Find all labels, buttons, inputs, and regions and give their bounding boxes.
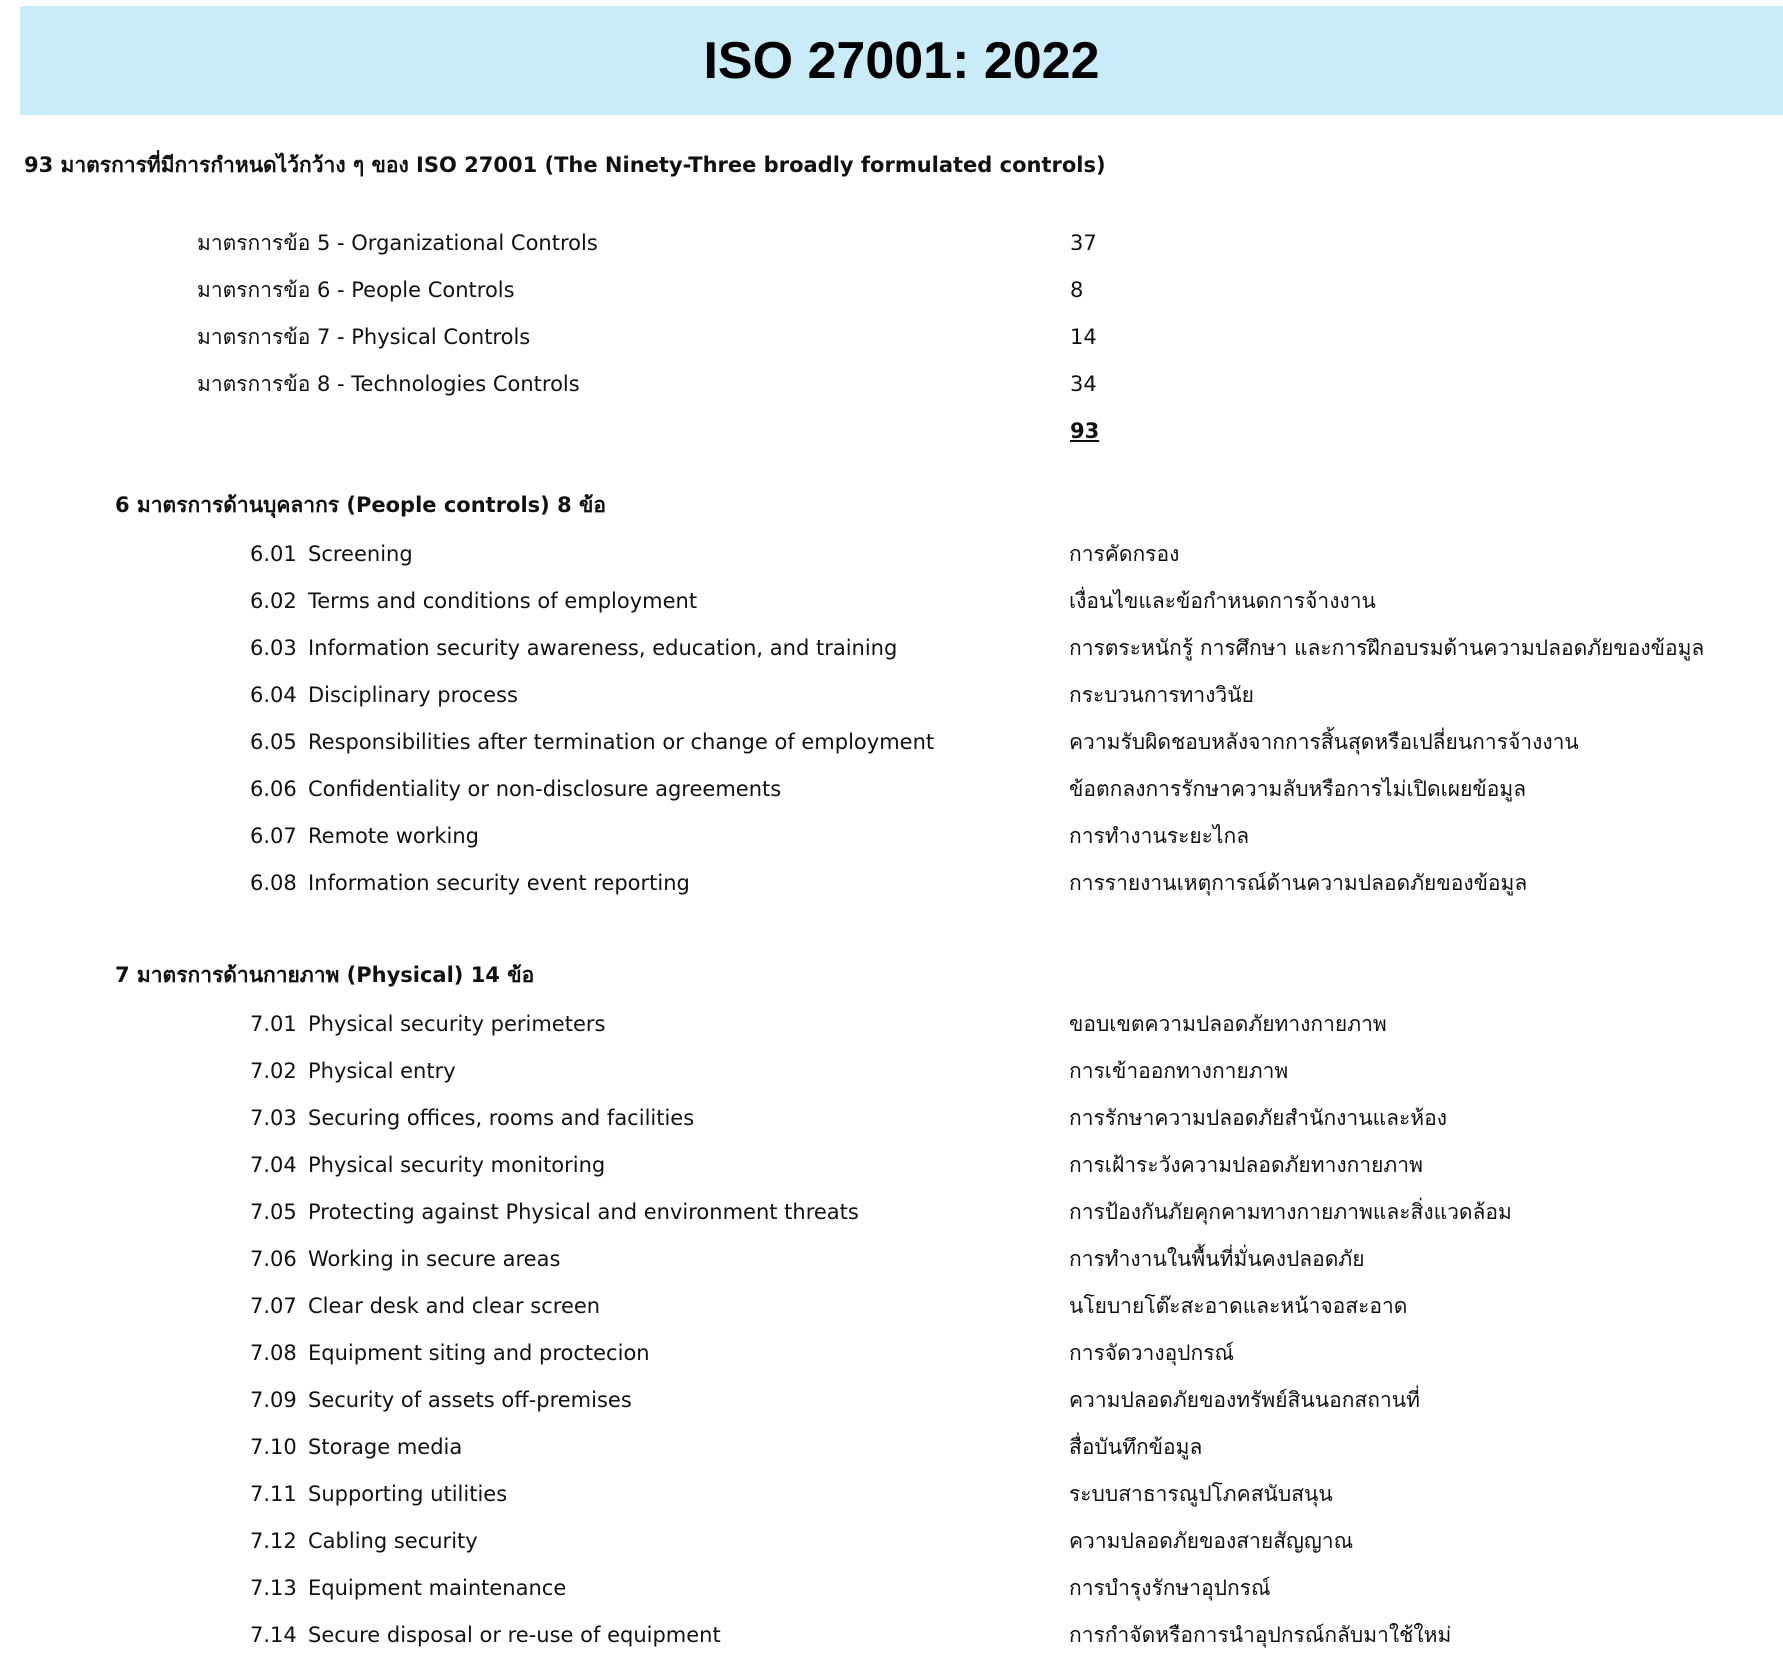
control-name-th: เงื่อนไขและข้อกำหนดการจ้างงาน	[1069, 589, 1376, 613]
control-name-th: การรายงานเหตุการณ์ด้านความปลอดภัยของข้อมูล	[1069, 871, 1528, 895]
control-number: 6.07	[250, 824, 297, 848]
control-row	[0, 1574, 1783, 1621]
control-number: 7.04	[250, 1153, 297, 1177]
control-name-en: Screening	[308, 542, 413, 566]
summary-label: มาตรการข้อ 5 - Organizational Controls	[197, 231, 598, 255]
control-number: 6.03	[250, 636, 297, 660]
control-name-en: Secure disposal or re-use of equipment	[308, 1623, 721, 1647]
summary-label: มาตรการข้อ 6 - People Controls	[197, 278, 515, 302]
control-name-th: ข้อตกลงการรักษาความลับหรือการไม่เปิดเผยข้อมูล	[1069, 777, 1527, 801]
control-number: 7.13	[250, 1576, 297, 1600]
control-row	[0, 587, 1783, 634]
control-name-th: ขอบเขตความปลอดภัยทางกายภาพ	[1069, 1012, 1387, 1036]
control-name-en: Storage media	[308, 1435, 463, 1459]
control-name-th: การรักษาความปลอดภัยสำนักงานและห้อง	[1069, 1106, 1447, 1130]
control-name-en: Working in secure areas	[308, 1247, 561, 1271]
control-name-th: การจัดวางอุปกรณ์	[1069, 1341, 1234, 1365]
summary-row	[0, 276, 1783, 323]
control-number: 7.02	[250, 1059, 297, 1083]
control-number: 7.10	[250, 1435, 297, 1459]
control-row	[0, 634, 1783, 681]
control-number: 7.08	[250, 1341, 297, 1365]
control-row	[0, 1292, 1783, 1339]
control-row	[0, 1104, 1783, 1151]
control-row	[0, 728, 1783, 775]
control-row	[0, 540, 1783, 587]
control-name-th: การเฝ้าระวังความปลอดภัยทางกายภาพ	[1069, 1153, 1423, 1177]
control-name-th: กระบวนการทางวินัย	[1069, 683, 1254, 707]
subtitle: 93 มาตรการที่มีการกำหนดไว้กว้าง ๆ ของ ISO 27001 (The Ninety-Three broadly formulated controls)	[24, 153, 1106, 177]
page-title: ISO 27001: 2022	[703, 31, 1100, 90]
control-name-en: Equipment siting and proctecion	[308, 1341, 650, 1365]
summary-total-row	[0, 417, 1783, 464]
summary-count: 37	[1070, 231, 1097, 255]
control-row	[0, 1010, 1783, 1057]
control-number: 7.09	[250, 1388, 297, 1412]
control-row	[0, 1151, 1783, 1198]
summary-row	[0, 370, 1783, 417]
control-name-en: Supporting utilities	[308, 1482, 508, 1506]
control-number: 6.04	[250, 683, 297, 707]
control-row	[0, 1433, 1783, 1480]
control-name-en: Information security awareness, education, and training	[308, 636, 898, 660]
control-number: 7.11	[250, 1482, 297, 1506]
summary-count: 34	[1070, 372, 1097, 396]
control-name-en: Information security event reporting	[308, 871, 690, 895]
control-number: 6.02	[250, 589, 297, 613]
section-physical	[0, 961, 1783, 1668]
control-number: 7.01	[250, 1012, 297, 1036]
control-number: 7.06	[250, 1247, 297, 1271]
control-name-en: Confidentiality or non-disclosure agreements	[308, 777, 782, 801]
summary-label: มาตรการข้อ 8 - Technologies Controls	[197, 372, 580, 396]
summary-label: มาตรการข้อ 7 - Physical Controls	[197, 325, 531, 349]
control-name-en: Cabling security	[308, 1529, 478, 1553]
control-name-en: Physical security monitoring	[308, 1153, 606, 1177]
control-name-en: Responsibilities after termination or change of employment	[308, 730, 935, 754]
summary-count: 14	[1070, 325, 1097, 349]
control-number: 6.05	[250, 730, 297, 754]
control-name-en: Remote working	[308, 824, 479, 848]
control-row	[0, 1480, 1783, 1527]
section-heading-text: 7 มาตรการด้านกายภาพ (Physical) 14 ข้อ	[115, 963, 535, 987]
title-banner	[20, 6, 1783, 115]
control-row	[0, 1386, 1783, 1433]
control-name-en: Physical entry	[308, 1059, 456, 1083]
control-row	[0, 775, 1783, 822]
control-name-en: Security of assets off-premises	[308, 1388, 632, 1412]
control-name-en: Protecting against Physical and environment threats	[308, 1200, 859, 1224]
control-name-th: การป้องกันภัยคุกคามทางกายภาพและสิ่งแวดล้อม	[1069, 1200, 1512, 1224]
control-name-th: การคัดกรอง	[1069, 542, 1180, 566]
control-name-en: Disciplinary process	[308, 683, 518, 707]
control-name-th: การบำรุงรักษาอุปกรณ์	[1069, 1576, 1271, 1600]
control-row	[0, 1339, 1783, 1386]
control-name-th: ความรับผิดชอบหลังจากการสิ้นสุดหรือเปลี่ยนการจ้างงาน	[1069, 730, 1579, 754]
control-name-th: การทำงานในพื้นที่มั่นคงปลอดภัย	[1069, 1247, 1365, 1271]
control-name-th: การกำจัดหรือการนำอุปกรณ์กลับมาใช้ใหม่	[1069, 1623, 1452, 1647]
control-number: 7.07	[250, 1294, 297, 1318]
control-name-th: การตระหนักรู้ การศึกษา และการฝึกอบรมด้านความปลอดภัยของข้อมูล	[1069, 636, 1705, 660]
control-number: 6.01	[250, 542, 297, 566]
control-name-en: Securing offices, rooms and facilities	[308, 1106, 695, 1130]
control-name-en: Terms and conditions of employment	[308, 589, 698, 613]
control-row	[0, 1621, 1783, 1668]
control-name-en: Physical security perimeters	[308, 1012, 606, 1036]
control-name-th: การเข้าออกทางกายภาพ	[1069, 1059, 1289, 1083]
control-number: 7.12	[250, 1529, 297, 1553]
control-name-en: Equipment maintenance	[308, 1576, 567, 1600]
control-name-th: สื่อบันทึกข้อมูล	[1069, 1435, 1203, 1459]
control-row	[0, 1527, 1783, 1574]
section-heading	[0, 961, 1783, 1010]
control-name-th: ความปลอดภัยของสายสัญญาณ	[1069, 1529, 1354, 1553]
control-row	[0, 869, 1783, 916]
control-row	[0, 1057, 1783, 1104]
control-name-th: นโยบายโต๊ะสะอาดและหน้าจอสะอาด	[1069, 1294, 1408, 1318]
control-name-th: ความปลอดภัยของทรัพย์สินนอกสถานที่	[1069, 1388, 1420, 1412]
control-row	[0, 681, 1783, 728]
summary-count: 8	[1070, 278, 1084, 302]
control-name-th: ระบบสาธารณูปโภคสนับสนุน	[1069, 1482, 1333, 1506]
summary-row	[0, 229, 1783, 276]
control-row	[0, 1198, 1783, 1245]
summary-total: 93	[1070, 419, 1100, 443]
control-number: 6.06	[250, 777, 297, 801]
section-people	[0, 491, 1783, 916]
control-number: 6.08	[250, 871, 297, 895]
summary-table	[0, 229, 1783, 464]
summary-row	[0, 323, 1783, 370]
control-name-en: Clear desk and clear screen	[308, 1294, 601, 1318]
section-heading	[0, 491, 1783, 540]
control-row	[0, 822, 1783, 869]
section-heading-text: 6 มาตรการด้านบุคลากร (People controls) 8 ข้อ	[115, 493, 606, 517]
control-row	[0, 1245, 1783, 1292]
control-name-th: การทำงานระยะไกล	[1069, 824, 1250, 848]
control-number: 7.14	[250, 1623, 297, 1647]
control-number: 7.03	[250, 1106, 297, 1130]
control-number: 7.05	[250, 1200, 297, 1224]
